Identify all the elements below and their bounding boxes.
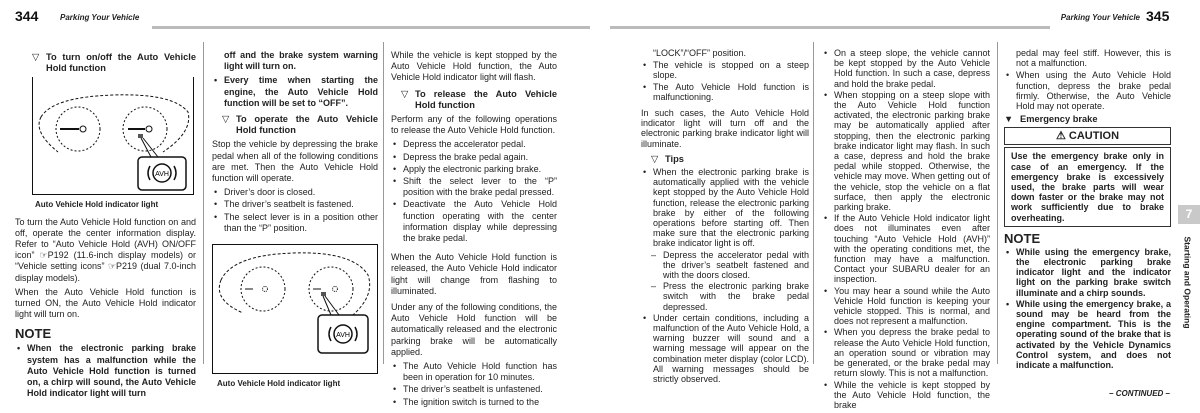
item-text: The vehicle is stopped on a steep slope. [653,60,809,81]
paragraph: While the vehicle is kept stopped by the Auto Vehicle Hold function, the Auto Vehicle Hold indicator light will flash. [391,50,557,83]
list-item [641,60,809,80]
column-divider [813,42,814,364]
page-number-left: 344 [15,8,39,24]
avh-label: AVH [155,171,169,179]
list-item [1004,70,1171,111]
paragraph: In such cases, the Auto Vehicle Hold indicator light will turn off and the electronic parking brake indicator light will illuminate. [641,108,809,149]
list-item [391,164,557,175]
section-heading [212,114,378,136]
column-5 [822,48,990,413]
item-text: Shift the select lever to the “P” position with the brake pedal pressed. [403,176,557,198]
bullet-icon: • [824,48,828,58]
figure-caption: Auto Vehicle Hold indicator light [35,200,159,210]
section-heading [641,154,809,164]
list-item [391,384,557,395]
page-title-left: Parking Your Vehicle [60,13,140,22]
section-heading [391,89,557,111]
chapter-tab-number: 7 [1178,205,1200,224]
header-rule-right [610,26,1050,29]
figure-avh-indicator [32,77,194,195]
note-heading: NOTE [1004,230,1041,246]
item-text: When the electronic parking brake is automatically applied with the vehicle kept stopped by the Auto Vehicle Hold function, release the electronic parking brake by either of the following operations before starting off. Then make sure that the electronic parking brake indicator light is off. [653,167,809,249]
page-number-right: 345 [1146,8,1170,24]
bullet-icon: • [393,151,397,162]
paragraph: Under any of the following conditions, the Auto Vehicle Hold function will be automatically released and the electronic parking brake will be automatically applied. [391,302,557,357]
heading-text: Tips [665,153,684,164]
bullet-icon: • [824,213,828,224]
bullet-icon: • [643,60,647,71]
list-item [641,313,809,384]
list-item [822,90,990,212]
bullet-icon: • [393,199,397,210]
heading-text: Emergency brake [1020,114,1098,125]
page-title-right: Parking Your Vehicle [1060,13,1140,22]
caution-header [1004,127,1171,145]
list-item [391,361,557,383]
list-item [822,213,990,284]
continued-label: – CONTINUED – [1109,389,1170,398]
bullet-icon: • [643,81,647,92]
item-text: Every time when starting the engine, the Auto Vehicle Hold function will be set to “OFF”. [224,75,378,108]
item-text: You may hear a sound while the Auto Vehicle Hold function is keeping your vehicle stopped. This is normal, and does not represent a malfunction. [834,285,990,327]
item-text: Apply the electronic parking brake. [403,163,542,174]
bullet-icon: • [214,187,218,198]
heading-text: To release the Auto Vehicle Hold function [415,88,557,110]
item-text: While the vehicle is kept stopped by the Auto Vehicle Hold function, the brake [834,379,990,410]
item-text: Driver’s door is closed. [224,187,316,198]
filled-triangle-icon: ▼ [1004,114,1014,125]
list-item [212,199,378,210]
bullet-icon: • [214,211,218,222]
bullet-icon: • [1006,246,1010,257]
list-item [391,199,557,244]
column-4 [641,48,809,387]
column-1 [15,50,196,402]
bullet-icon: • [17,343,21,354]
triangle-icon: ▽ [32,52,40,62]
paragraph: off and the brake system warning light will turn on. [224,50,378,72]
bullet-icon: • [393,176,397,187]
caution-body: Use the emergency brake only in case of an emergency. If the emergency brake is excessively used, the brake parts will wear down faster or the brake may not work sufficiently due to brake overheating. [1004,147,1171,226]
item-text: When the electronic parking brake system has a malfunction while the Auto Vehicle Hold function is turned on, a chirp will sound, the Auto Vehicle Hold indicator light will turn [27,343,196,399]
column-divider [997,42,998,364]
warning-icon: ⚠ [1055,130,1066,143]
item-text: When using the Auto Vehicle Hold function, depress the brake pedal firmly. Otherwise, the Auto Vehicle Hold may not operate. [1016,70,1171,112]
bullet-icon: • [643,167,647,178]
list-item [391,176,557,198]
list-item [641,82,809,102]
triangle-icon: ▽ [222,114,230,125]
list-item [1004,247,1171,298]
figure-caption: Auto Vehicle Hold indicator light [217,379,341,389]
paragraph: To turn the Auto Vehicle Hold function on and off, operate the center information display. Refer to “Auto Vehicle Hold (AVH) ON/OFF icon” ☞P192 (11.6-inch display models) or “Vehicle setting icons” ☞P219 (dual 7.0-inch display models). [15,216,196,283]
column-divider [383,42,384,364]
item-text: When stopping on a steep slope with the Auto Vehicle Hold function activated, the electronic parking brake may be automatically applied after stopping, then the electronic parking brake indicator light may flash. In such a case, depress and hold the brake pedal while stopped. Otherwise, the vehicle may move. When getting out of the vehicle, stop the vehicle on a flat surface, then apply the electronic parking brake. [834,89,990,213]
list-item [822,327,990,378]
list-item [822,380,990,411]
bullet-icon: • [393,163,397,174]
item-text: On a steep slope, the vehicle cannot be kept stopped by the Auto Vehicle Hold function. In such a case, depress and hold the brake pedal. [834,48,990,89]
item-text: The Auto Vehicle Hold function is malfunctioning. [653,81,809,102]
dash-icon: – [651,249,657,260]
item-text: Depress the accelerator pedal. [403,139,526,150]
paragraph: pedal may feel stiff. However, this is not a malfunction. [1016,48,1171,69]
triangle-icon: ▽ [401,88,409,99]
item-text: The Auto Vehicle Hold function has been in operation for 10 minutes. [403,361,557,383]
figure-avh-indicator [212,244,378,374]
item-text: Depress the brake pedal again. [403,151,529,162]
note-heading: NOTE [15,326,52,342]
chapter-tab-label: Starting and Operating [1182,236,1193,329]
item-text: Deactivate the Auto Vehicle Hold function operating with the center information display while depressing the brake pedal. [403,199,557,244]
list-item [641,281,809,312]
list-item [391,152,557,163]
bullet-icon: • [824,89,828,100]
column-3 [391,50,557,411]
list-item [641,250,809,281]
bullet-icon: • [1006,70,1010,81]
bullet-icon: • [393,396,397,407]
list-item [391,139,557,150]
caution-title: CAUTION [1068,130,1120,143]
list-item [822,286,990,327]
list-item [212,75,378,109]
instrument-cluster-diagram [213,245,377,373]
bullet-icon: • [824,285,828,296]
item-text: The select lever is in a position other than the “P” position. [224,211,378,233]
list-item [212,187,378,198]
paragraph: When the Auto Vehicle Hold function is released, the Auto Vehicle Hold indicator light will change from flashing to illuminated. [391,252,557,296]
section-heading [1004,114,1171,124]
list-item [391,397,557,408]
list-item [212,212,378,234]
heading-text: To operate the Auto Vehicle Hold function [236,114,378,136]
item-text: Press the electronic parking brake switch with the brake pedal depressed. [663,281,809,312]
bullet-icon: • [393,384,397,395]
triangle-icon: ▽ [651,153,659,164]
list-item [15,343,196,399]
dash-icon: – [651,281,657,292]
bullet-icon: • [393,139,397,150]
paragraph: Stop the vehicle by depressing the brake pedal when all of the following conditions are met. Then the Auto Vehicle Hold function will operate. [212,139,378,184]
item-text: The ignition switch is turned to the [403,396,540,407]
item-text: While using the emergency brake, the electronic parking brake indicator light and the indicator light on the parking brake switch illuminate and a chirp sounds. [1016,246,1171,298]
item-text: If the Auto Vehicle Hold indicator light does not illuminates even after touching “Auto Vehicle Hold (AVH)” with the operating conditions met, the function may have a malfunction. Contact your SUBARU dealer for an inspection. [834,213,990,285]
column-2 [212,50,378,395]
bullet-icon: • [824,379,828,390]
bullet-icon: • [643,312,647,323]
bullet-icon: • [214,75,218,86]
bullet-icon: • [214,199,218,210]
item-text: Depress the accelerator pedal with the driver’s seatbelt fastened and with the doors closed. [663,249,809,281]
item-text: While using the emergency brake, a sound may be heard from the engine compartment. This is the operating sound of the brake that is activated by the Vehicle Dynamics Control system, and does not indicate a malfunction. [1016,298,1171,371]
heading-text: To turn on/off the Auto Vehicle Hold function [46,52,196,74]
section-heading [15,52,196,74]
bullet-icon: • [393,361,397,372]
column-6 [1004,48,1171,373]
item-text: The driver’s seatbelt is unfastened. [403,384,543,395]
list-item [1004,299,1171,370]
header-rule-left [152,26,590,29]
column-divider [203,42,204,364]
instrument-cluster-diagram [33,77,193,193]
item-text: The driver’s seatbelt is fastened. [224,199,354,210]
paragraph: When the Auto Vehicle Hold function is turned ON, the Auto Vehicle Hold indicator light will turn on. [15,286,196,320]
list-item [822,48,990,89]
list-item [641,167,809,249]
avh-label: AVH [336,332,350,340]
paragraph: Perform any of the following operations to release the Auto Vehicle Hold function. [391,114,557,136]
bullet-icon: • [1006,298,1010,309]
item-text: When you depress the brake pedal to release the Auto Vehicle Hold function, an operation sound or vibration may be generated, or the brake pedal may return slowly. This is not a malfunction. [834,327,990,379]
item-text: Under certain conditions, including a malfunction of the Auto Vehicle Hold, a warning buzzer will sound and a warning message will appear on the combination meter display (color LCD). All warning messages should be strictly observed. [653,312,809,385]
paragraph: “LOCK”/“OFF” position. [653,48,747,58]
bullet-icon: • [824,327,828,338]
